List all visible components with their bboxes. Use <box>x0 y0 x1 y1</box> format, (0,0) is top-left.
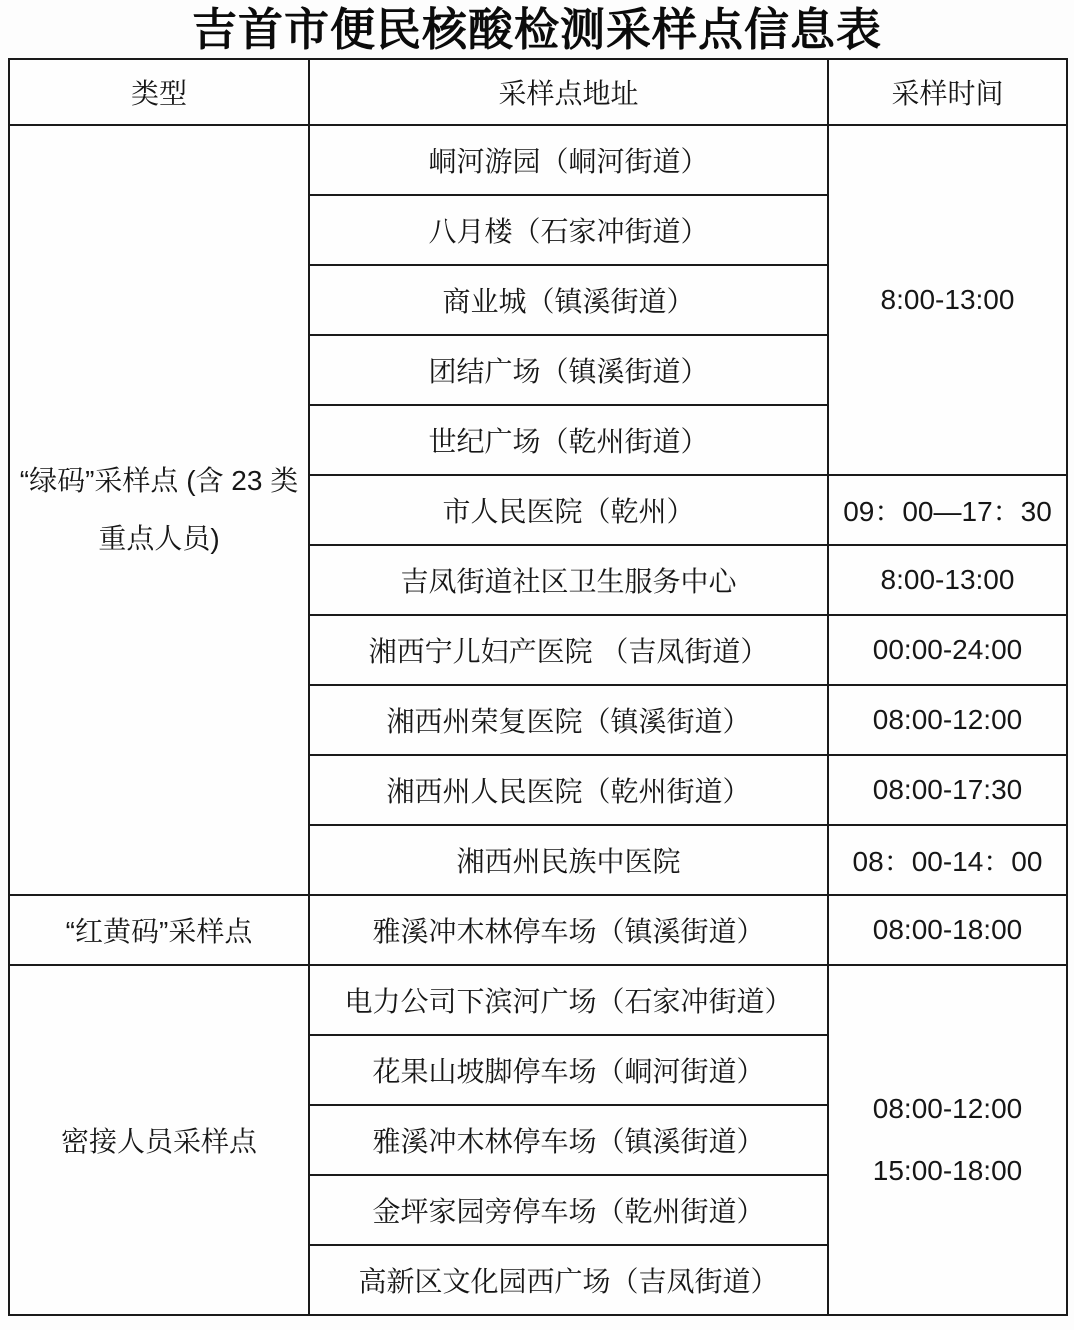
address-cell: 湘西州民族中医院 <box>309 825 828 895</box>
merged-time-cell-green: 8:00-13:00 <box>828 125 1067 475</box>
column-header-type: 类型 <box>9 59 309 125</box>
address-cell: 八月楼（石家冲街道） <box>309 195 828 265</box>
table-row <box>9 895 1067 965</box>
time-cell: 09：00—17：30 <box>828 475 1067 545</box>
table-header-row <box>9 59 1067 125</box>
address-cell: 花果山坡脚停车场（峒河街道） <box>309 1035 828 1105</box>
address-cell: 世纪广场（乾州街道） <box>309 405 828 475</box>
time-cell: 08:00-18:00 <box>828 895 1067 965</box>
time-line-2: 15:00-18:00 <box>872 1155 1023 1186</box>
table-row <box>9 125 1067 195</box>
address-cell: 金坪家园旁停车场（乾州街道） <box>309 1175 828 1245</box>
sampling-points-table <box>8 58 1068 1316</box>
address-cell: 峒河游园（峒河街道） <box>309 125 828 195</box>
address-cell: 雅溪冲木林停车场（镇溪街道） <box>309 895 828 965</box>
type-cell-close-contact: 密接人员采样点 <box>9 965 309 1315</box>
type-cell-green-code <box>9 125 309 895</box>
address-cell: 湘西州人民医院（乾州街道） <box>309 755 828 825</box>
column-header-time: 采样时间 <box>828 59 1067 125</box>
address-cell: 电力公司下滨河广场（石家冲街道） <box>309 965 828 1035</box>
type-cell-red-yellow-code: “红黄码”采样点 <box>9 895 309 965</box>
time-line-1: 08:00-12:00 <box>872 1093 1023 1125</box>
address-cell: 湘西宁儿妇产医院 （吉凤街道） <box>309 615 828 685</box>
time-cell: 08:00-12:00 <box>828 685 1067 755</box>
merged-time-cell-close-contact <box>828 965 1067 1315</box>
type-label-line-2: 重点人员) <box>98 523 220 554</box>
address-cell: 商业城（镇溪街道） <box>309 265 828 335</box>
address-cell: 湘西州荣复医院（镇溪街道） <box>309 685 828 755</box>
address-cell: 市人民医院（乾州） <box>309 475 828 545</box>
address-cell: 吉凤街道社区卫生服务中心 <box>309 545 828 615</box>
time-cell: 00:00-24:00 <box>828 615 1067 685</box>
time-cell: 08：00-14：00 <box>828 825 1067 895</box>
column-header-address: 采样点地址 <box>309 59 828 125</box>
type-label-line-1: “绿码”采样点 (含 23 类 <box>19 465 299 497</box>
address-cell: 雅溪冲木林停车场（镇溪街道） <box>309 1105 828 1175</box>
address-cell: 高新区文化园西广场（吉凤街道） <box>309 1245 828 1315</box>
time-cell: 08:00-17:30 <box>828 755 1067 825</box>
time-cell: 8:00-13:00 <box>828 545 1067 615</box>
address-cell: 团结广场（镇溪街道） <box>309 335 828 405</box>
page-title: 吉首市便民核酸检测采样点信息表 <box>191 4 882 55</box>
table-row <box>9 965 1067 1035</box>
